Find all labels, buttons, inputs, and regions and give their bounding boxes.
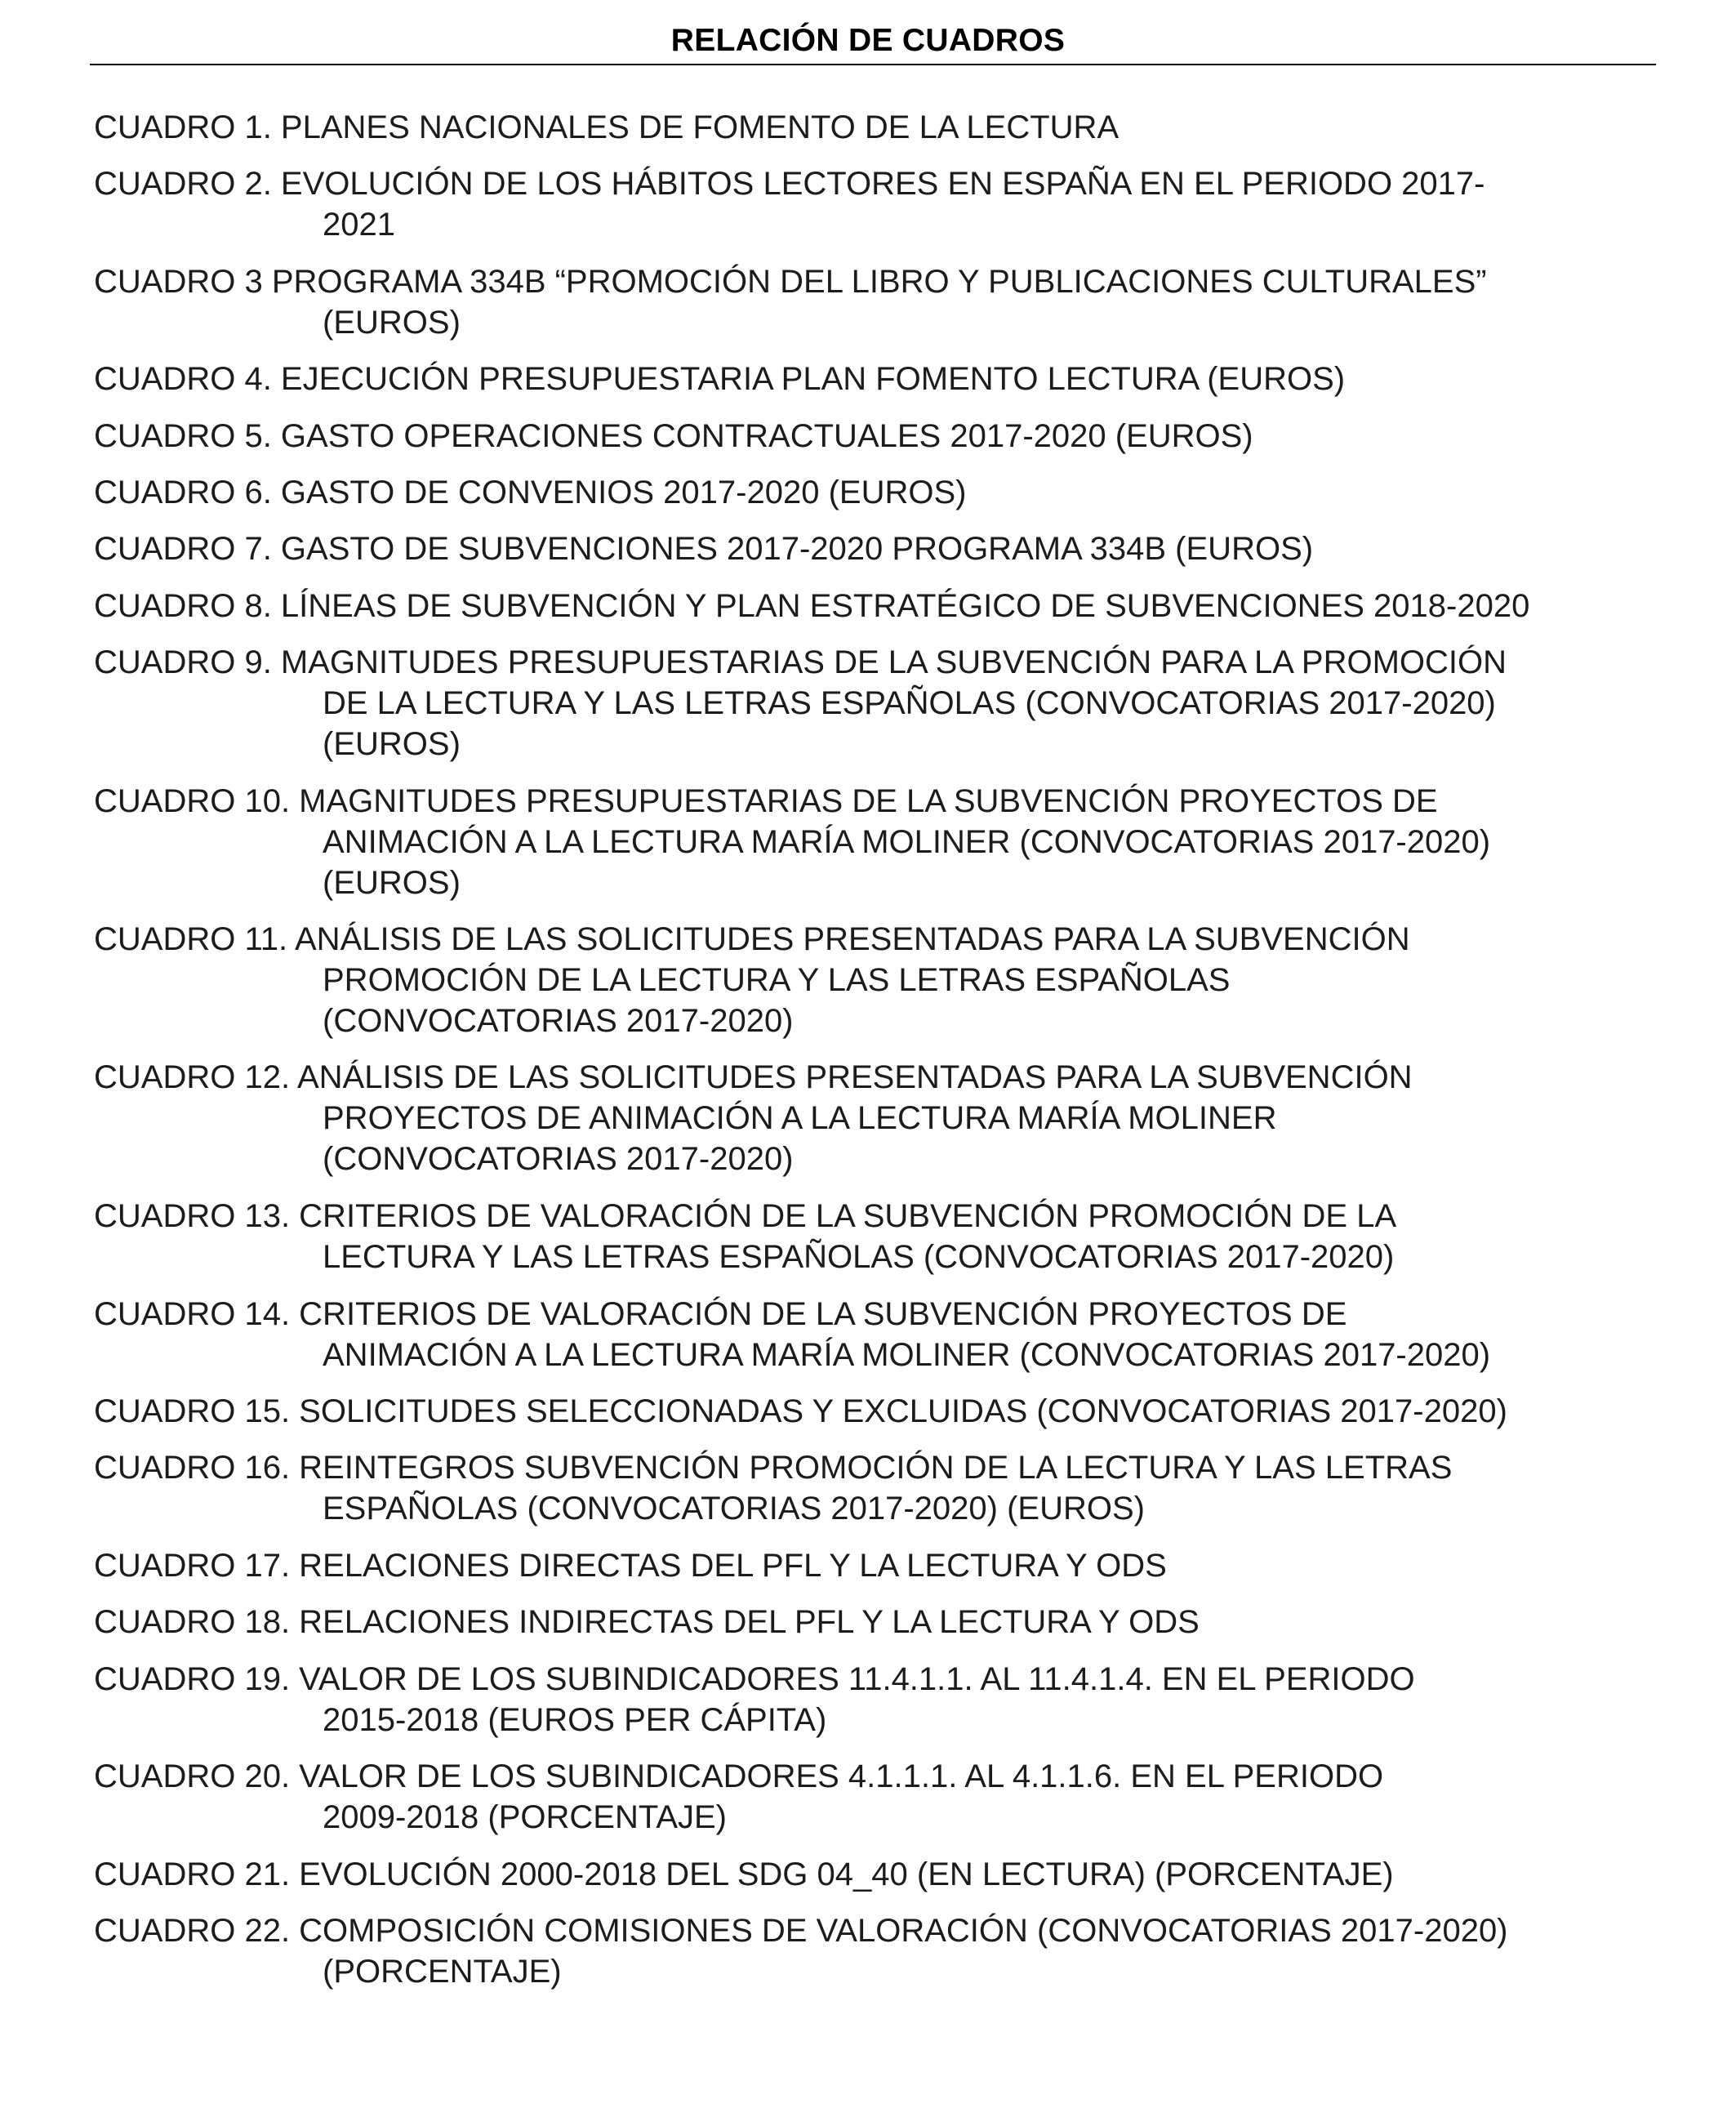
list-item: [94, 1391, 1670, 1432]
entry-line: PROMOCIÓN DE LA LECTURA Y LAS LETRAS ESPAÑOLAS: [323, 962, 1231, 998]
entry-line: CUADRO 9. MAGNITUDES PRESUPUESTARIAS DE LA SUBVENCIÓN PARA LA PROMOCIÓN: [94, 644, 1507, 680]
entry-line: CUADRO 3 PROGRAMA 334B “PROMOCIÓN DEL LIBRO Y PUBLICACIONES CULTURALES”: [94, 264, 1487, 300]
entry-line: CUADRO 13. CRITERIOS DE VALORACIÓN DE LA SUBVENCIÓN PROMOCIÓN DE LA: [94, 1198, 1397, 1234]
entry-line: (CONVOCATORIAS 2017-2020): [323, 1003, 794, 1039]
entry-line: CUADRO 12. ANÁLISIS DE LAS SOLICITUDES PRESENTADAS PARA LA SUBVENCIÓN: [94, 1059, 1413, 1095]
entry-line: ANIMACIÓN A LA LECTURA MARÍA MOLINER (CONVOCATORIAS 2017-2020): [323, 1337, 1491, 1373]
list-item: [94, 163, 1670, 245]
entry-line: CUADRO 19. VALOR DE LOS SUBINDICADORES 11.4.1.1. AL 11.4.1.4. EN EL PERIODO: [94, 1661, 1415, 1697]
list-item: [94, 359, 1670, 399]
entry-line: CUADRO 6. GASTO DE CONVENIOS 2017-2020 (EUROS): [94, 475, 967, 510]
entry-line: (EUROS): [323, 305, 461, 341]
entry-line: (EUROS): [323, 726, 461, 762]
page-title: RELACIÓN DE CUADROS: [670, 23, 1066, 58]
entry-line: LECTURA Y LAS LETRAS ESPAÑOLAS (CONVOCATORIAS 2017-2020): [323, 1239, 1395, 1275]
entry-line: CUADRO 4. EJECUCIÓN PRESUPUESTARIA PLAN FOMENTO LECTURA (EUROS): [94, 361, 1346, 397]
entry-line: PROYECTOS DE ANIMACIÓN A LA LECTURA MARÍA MOLINER: [323, 1100, 1277, 1136]
list-item: [94, 586, 1670, 626]
list-item: [94, 528, 1670, 569]
entry-line: (PORCENTAJE): [323, 1954, 562, 1990]
entry-line: CUADRO 7. GASTO DE SUBVENCIONES 2017-2020 PROGRAMA 334B (EUROS): [94, 531, 1314, 567]
list-item: [94, 1057, 1670, 1179]
entry-line: CUADRO 10. MAGNITUDES PRESUPUESTARIAS DE LA SUBVENCIÓN PROYECTOS DE: [94, 783, 1438, 819]
entry-line: CUADRO 22. COMPOSICIÓN COMISIONES DE VALORACIÓN (CONVOCATORIAS 2017-2020): [94, 1913, 1508, 1949]
list-item: [94, 1545, 1670, 1586]
entry-line: CUADRO 8. LÍNEAS DE SUBVENCIÓN Y PLAN ESTRATÉGICO DE SUBVENCIONES 2018-2020: [94, 588, 1530, 624]
entry-line: 2021: [323, 207, 395, 243]
entry-line: 2009-2018 (PORCENTAJE): [323, 1799, 727, 1835]
entry-line: DE LA LECTURA Y LAS LETRAS ESPAÑOLAS (CONVOCATORIAS 2017-2020): [323, 685, 1496, 721]
entry-line: CUADRO 15. SOLICITUDES SELECCIONADAS Y EXCLUIDAS (CONVOCATORIAS 2017-2020): [94, 1393, 1507, 1429]
title-divider: [90, 64, 1656, 65]
list-item: [94, 1294, 1670, 1375]
entry-line: (CONVOCATORIAS 2017-2020): [323, 1141, 794, 1177]
list-item: [94, 107, 1670, 148]
entry-line: ANIMACIÓN A LA LECTURA MARÍA MOLINER (CONVOCATORIAS 2017-2020): [323, 824, 1491, 860]
list-item: [94, 781, 1670, 903]
entry-line: 2015-2018 (EUROS PER CÁPITA): [323, 1702, 827, 1738]
list-item: [94, 261, 1670, 343]
entry-line: CUADRO 11. ANÁLISIS DE LAS SOLICITUDES PRESENTADAS PARA LA SUBVENCIÓN: [94, 921, 1410, 957]
entry-line: CUADRO 20. VALOR DE LOS SUBINDICADORES 4.1.1.1. AL 4.1.1.6. EN EL PERIODO: [94, 1758, 1384, 1794]
list-item: [94, 1756, 1670, 1838]
entry-line: CUADRO 1. PLANES NACIONALES DE FOMENTO DE LA LECTURA: [94, 109, 1119, 145]
list-item: [94, 416, 1670, 457]
list-item: [94, 642, 1670, 764]
entry-line: ESPAÑOLAS (CONVOCATORIAS 2017-2020) (EUROS): [323, 1491, 1145, 1526]
list-item: [94, 1196, 1670, 1277]
list-item: [94, 1602, 1670, 1642]
list-item: [94, 919, 1670, 1041]
list-item: [94, 1659, 1670, 1740]
entry-line: CUADRO 5. GASTO OPERACIONES CONTRACTUALES 2017-2020 (EUROS): [94, 418, 1253, 454]
entry-line: CUADRO 14. CRITERIOS DE VALORACIÓN DE LA SUBVENCIÓN PROYECTOS DE: [94, 1296, 1347, 1332]
entry-line: CUADRO 2. EVOLUCIÓN DE LOS HÁBITOS LECTORES EN ESPAÑA EN EL PERIODO 2017-: [94, 166, 1485, 202]
list-item: [94, 1447, 1670, 1529]
entry-line: CUADRO 17. RELACIONES DIRECTAS DEL PFL Y LA LECTURA Y ODS: [94, 1548, 1167, 1584]
list-item: [94, 472, 1670, 513]
entry-line: CUADRO 18. RELACIONES INDIRECTAS DEL PFL Y LA LECTURA Y ODS: [94, 1604, 1200, 1640]
entry-line: CUADRO 21. EVOLUCIÓN 2000-2018 DEL SDG 04_40 (EN LECTURA) (PORCENTAJE): [94, 1856, 1394, 1892]
entry-line: (EUROS): [323, 865, 461, 901]
entry-line: CUADRO 16. REINTEGROS SUBVENCIÓN PROMOCIÓN DE LA LECTURA Y LAS LETRAS: [94, 1450, 1453, 1486]
list-item: [94, 1910, 1670, 1992]
list-item: [94, 1854, 1670, 1895]
